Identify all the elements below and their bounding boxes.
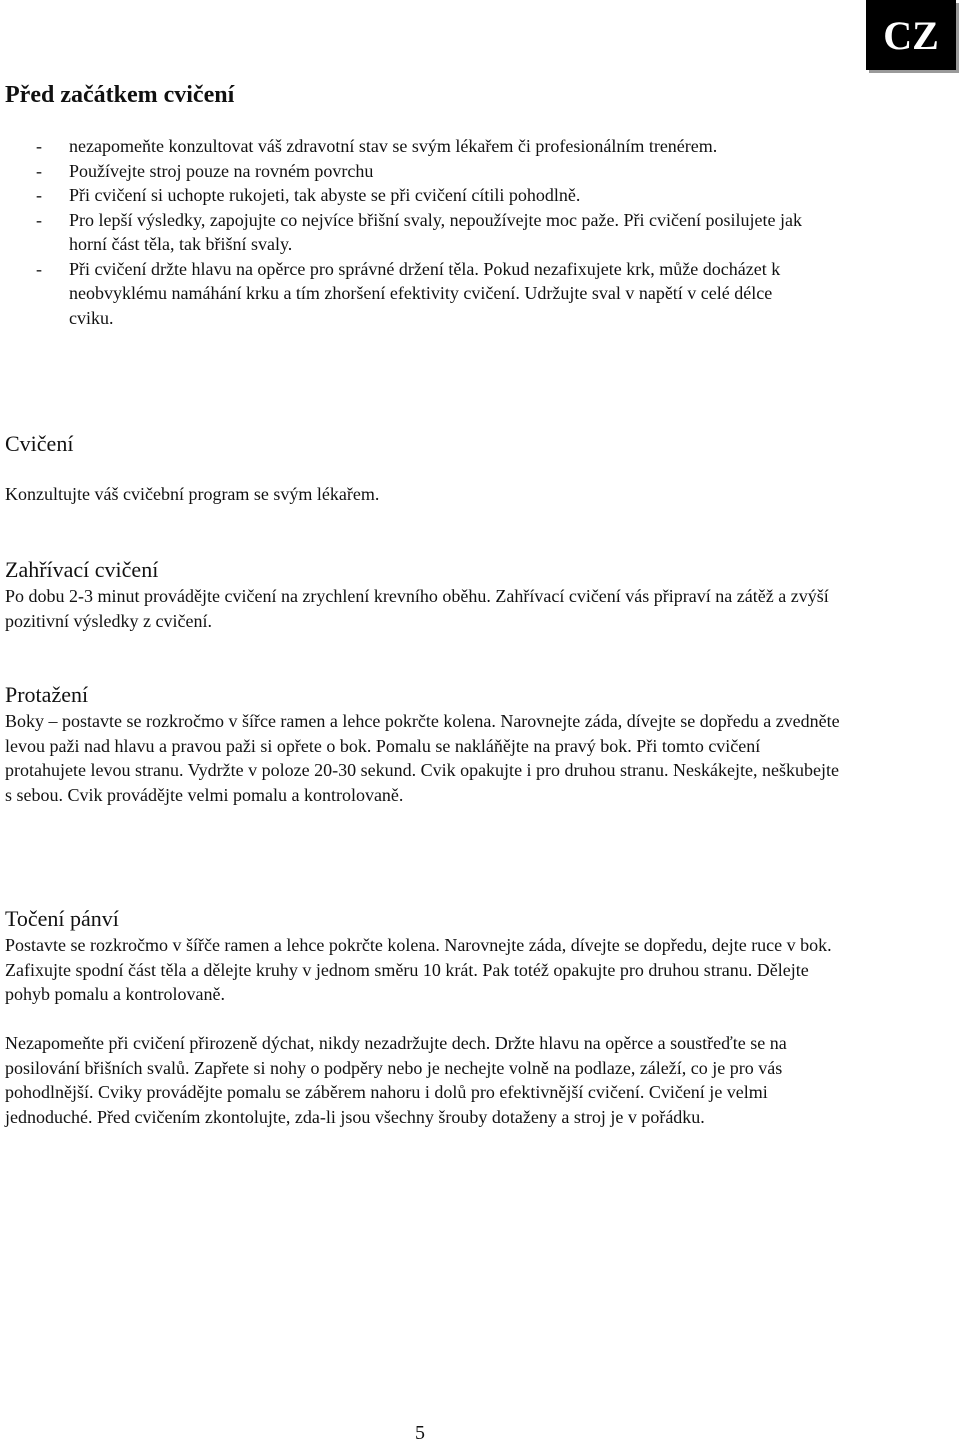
section-title-warmup: Zahřívací cvičení bbox=[5, 557, 159, 582]
pelvis-text: Postavte se rozkročmo v šířče ramen a lehce pokrčte kolena. Narovnejte záda, dívejte se dopředu, dejte ruce v bok. Zafixujte spodní část těla a dělejte kruhy v jednom směru 10 krát. Pak totéž opakujte pro druhou stranu. Dělejte pohyb pomalu a kontrolovaně. bbox=[5, 935, 832, 1004]
section-title-stretch: Protažení bbox=[5, 682, 89, 707]
section-title-pelvis: Točení pánví bbox=[5, 906, 119, 931]
precaution-list bbox=[0, 134, 820, 330]
list-item: - Při cvičení si uchopte rukojeti, tak abyste se při cvičení cítili pohodlně. bbox=[0, 183, 820, 208]
section-title-exercise: Cvičení bbox=[5, 431, 74, 456]
list-item: - Pro lepší výsledky, zapojujte co nejvíce břišní svaly, nepoužívejte moc paže. Při cvičení posilujete jak horní část těla, tak břišní svaly. bbox=[0, 208, 820, 257]
stretch-text: Boky – postavte se rozkročmo v šířce ramen a lehce pokrčte kolena. Narovnejte záda, dívejte se dopředu a zvedněte levou paži nad hlavu a pravou paži si opřete o bok. Pomalu se nakláňějte na pravý bok. Při tomto cvičení protahujete levou stranu. Vydržte v poloze 20-30 sekund. Cvik opakujte i pro druhou stranu. Neskákejte, neškubejte s sebou. Cvik provádějte velmi pomalu a kontrolovaně. bbox=[5, 711, 840, 805]
warmup-text: Po dobu 2-3 minut provádějte cvičení na zrychlení krevního oběhu. Zahřívací cvičení vás připraví na zátěž a zvýší pozitivní výsledky z cvičení. bbox=[5, 586, 829, 631]
section-title-before-exercise: Před začátkem cvičení bbox=[5, 82, 235, 108]
list-item: - nezapomeňte konzultovat váš zdravotní stav se svým lékařem či profesionálním trenérem. bbox=[0, 134, 820, 159]
list-item: - Při cvičení držte hlavu na opěrce pro správné držení těla. Pokud nezafixujete krk, může docházet k neobvyklému namáhání krku a tím zhoršení efektivity cvičení. Udržujte sval v napětí v celé délce cviku. bbox=[0, 257, 820, 331]
page-number: 5 bbox=[415, 1422, 425, 1444]
language-badge: CZ bbox=[866, 0, 956, 70]
list-item: - Používejte stroj pouze na rovném povrchu bbox=[0, 159, 820, 184]
exercise-text: Konzultujte váš cvičební program se svým lékařem. bbox=[5, 484, 380, 504]
breathing-note: Nezapomeňte při cvičení přirozeně dýchat, nikdy nezadržujte dech. Držte hlavu na opěrce a soustřeďte se na posilování břišních svalů. Zapřete si nohy o podpěry nebo je nechejte volně na podlaze, záleží, co je pro vás pohodlnější. Cviky provádějte pomalu se záběrem nahoru i dolů pro efektivnější cvičení. Cvičení je velmi jednoduché. Před cvičením zkontolujte, zda-li jsou všechny šrouby dotaženy a stroj je v pořádku. bbox=[5, 1033, 787, 1127]
